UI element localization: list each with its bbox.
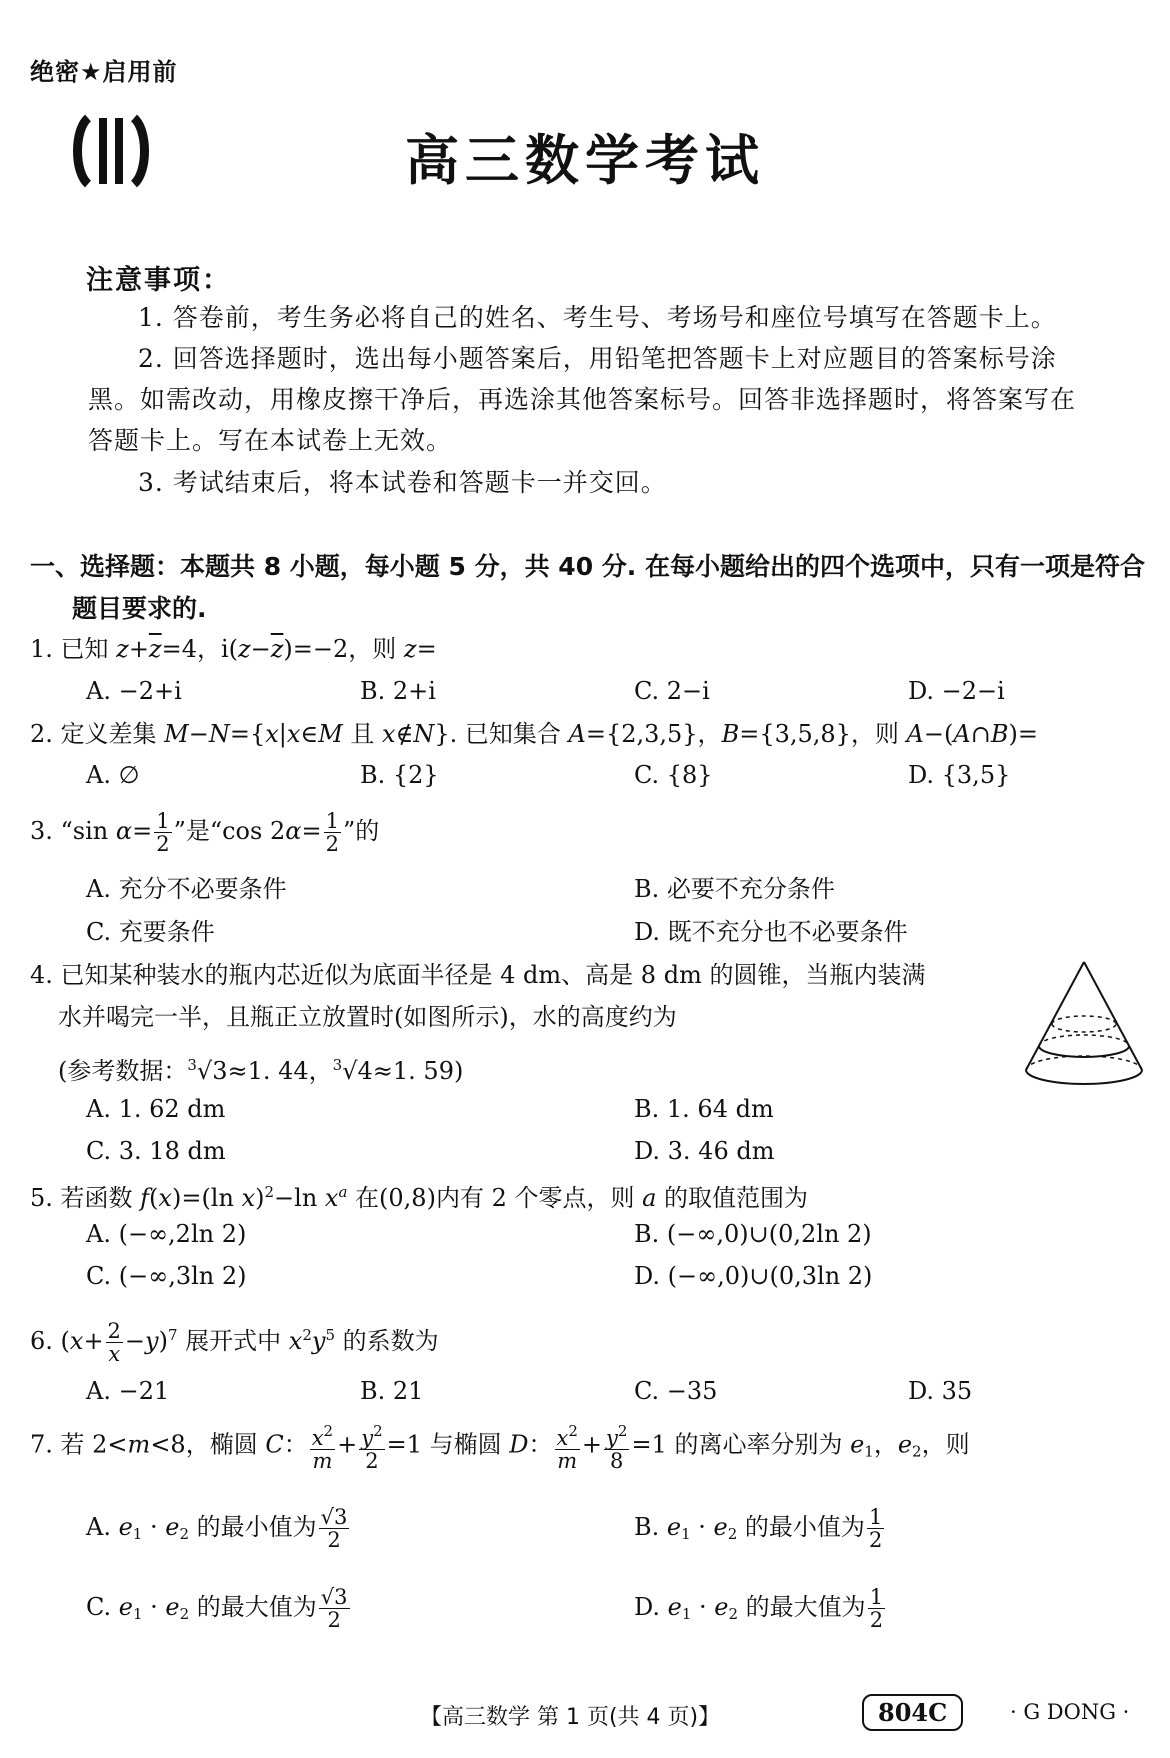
question-4-reference: (参考数据：$^3$√3≈1. 44，$^3$√4≈1. 59): [58, 1056, 464, 1085]
section-heading-line-2: 题目要求的.: [72, 594, 207, 623]
question-4-line-1: 4. 已知某种装水的瓶内芯近似为底面半径是 4 dm、高是 8 dm 的圆锥，当瓶内装满: [30, 961, 926, 989]
q3-option-c: C. 充要条件: [86, 918, 215, 946]
q1-option-d: D. −2−i: [908, 677, 1005, 705]
q5-option-d: D. (−∞,0)∪(0,3ln 2): [634, 1262, 873, 1290]
q2-option-b: B. {2}: [360, 761, 439, 789]
question-1: 1. 已知 $z+\overline{z}=4$，$i(z-\overline{z})=-2$，则 z=: [30, 635, 437, 663]
question-3: 3. “sin α= $\frac{1}{2}$ ”是“cos 2α= $\frac{1}{2}$ ”的: [30, 809, 380, 856]
q6-option-a: A. −21: [86, 1377, 170, 1405]
q5-option-a: A. (−∞,2ln 2): [86, 1220, 247, 1248]
q5-option-c: C. (−∞,3ln 2): [86, 1262, 247, 1290]
brand-mark: · G DONG ·: [1010, 1700, 1130, 1724]
question-6: 6. (x+ $\frac{2}{x}$ −y)$^7$ 展开式中 $x^2y^5$ 的系数为: [30, 1319, 439, 1366]
q1-option-b: B. 2+i: [360, 677, 436, 705]
confidential-label: 绝密★启用前: [30, 58, 178, 86]
cone-figure: [1022, 958, 1146, 1094]
q3-option-a: A. 充分不必要条件: [86, 875, 287, 903]
notice-line-5: 3. 考试结束后，将本试卷和答题卡一并交回。: [138, 468, 667, 497]
notice-line-3: 黑。如需改动，用橡皮擦干净后，再选涂其他答案标号。回答非选择题时，将答案写在: [88, 385, 1077, 414]
section-heading-line-1: 一、选择题：本题共 8 小题，每小题 5 分，共 40 分. 在每小题给出的四个选项中，只有一项是符合: [30, 552, 1146, 581]
q5-option-b: B. (−∞,0)∪(0,2ln 2): [634, 1220, 872, 1248]
q1-option-a: A. −2+i: [86, 677, 182, 705]
q6-option-c: C. −35: [634, 1377, 718, 1405]
question-4-line-2: 水并喝完一半，且瓶正立放置时(如图所示)，水的高度约为: [58, 1003, 677, 1031]
q7-option-c: C. $e_1 \cdot e_2$ 的最大值为 $\frac{√3}{2}$: [86, 1585, 348, 1632]
q6-option-b: B. 21: [360, 1377, 424, 1405]
q1-option-c: C. 2−i: [634, 677, 710, 705]
q7-option-d: D. $e_1 \cdot e_2$ 的最大值为 $\frac{1}{2}$: [634, 1585, 884, 1632]
q2-option-d: D. {3,5}: [908, 761, 1011, 789]
q7-option-a: A. $e_1 \cdot e_2$ 的最小值为 $\frac{√3}{2}$: [86, 1505, 348, 1552]
q4-option-d: D. 3. 46 dm: [634, 1137, 775, 1165]
q6-option-d: D. 35: [908, 1377, 973, 1405]
notice-line-2: 2. 回答选择题时，选出每小题答案后，用铅笔把答题卡上对应题目的答案标号涂: [138, 344, 1057, 373]
question-5: 5. 若函数 f(x)=(ln x)$^2$−ln $x^a$ 在(0,8)内有 2 个零点，则 a 的取值范围为: [30, 1183, 809, 1212]
q3-option-d: D. 既不充分也不必要条件: [634, 918, 908, 946]
section-heading: [30, 546, 1150, 630]
q7-option-b: B. $e_1 \cdot e_2$ 的最小值为 $\frac{1}{2}$: [634, 1505, 883, 1552]
q4-option-b: B. 1. 64 dm: [634, 1095, 774, 1123]
q2-option-a: A. ∅: [86, 761, 140, 789]
notice-line-1: 1. 答卷前，考生务必将自己的姓名、考生号、考场号和座位号填写在答题卡上。: [138, 303, 1057, 332]
question-2: 2. 定义差集 M−N={x|x∈M 且 x∉N}. 已知集合 A={2,3,5}，B={3,5,8}，则 A−(A∩B)=: [30, 720, 1038, 748]
q4-option-c: C. 3. 18 dm: [86, 1137, 226, 1165]
question-7: 7. 若 2<m<8，椭圆 C： $\frac{x^2}{m}$ + $\frac{y^2}{2}$ =1 与椭圆 D： $\frac{x^2}{m}$ + $\frac{y^2}{8}$ =1 的离心率分别为 $e_1$，$e_2$，则: [30, 1422, 970, 1473]
page-footer: 【高三数学 第 1 页(共 4 页)】: [420, 1705, 721, 1730]
q4-option-a: A. 1. 62 dm: [86, 1095, 226, 1123]
notice-heading: 注意事项：: [86, 265, 231, 296]
q2-option-c: C. {8}: [634, 761, 713, 789]
exam-code-badge: 804C: [862, 1694, 963, 1731]
exam-title: 高三数学考试: [405, 129, 765, 192]
notice-line-4: 答题卡上。写在本试卷上无效。: [88, 426, 453, 455]
q3-option-b: B. 必要不充分条件: [634, 875, 835, 903]
